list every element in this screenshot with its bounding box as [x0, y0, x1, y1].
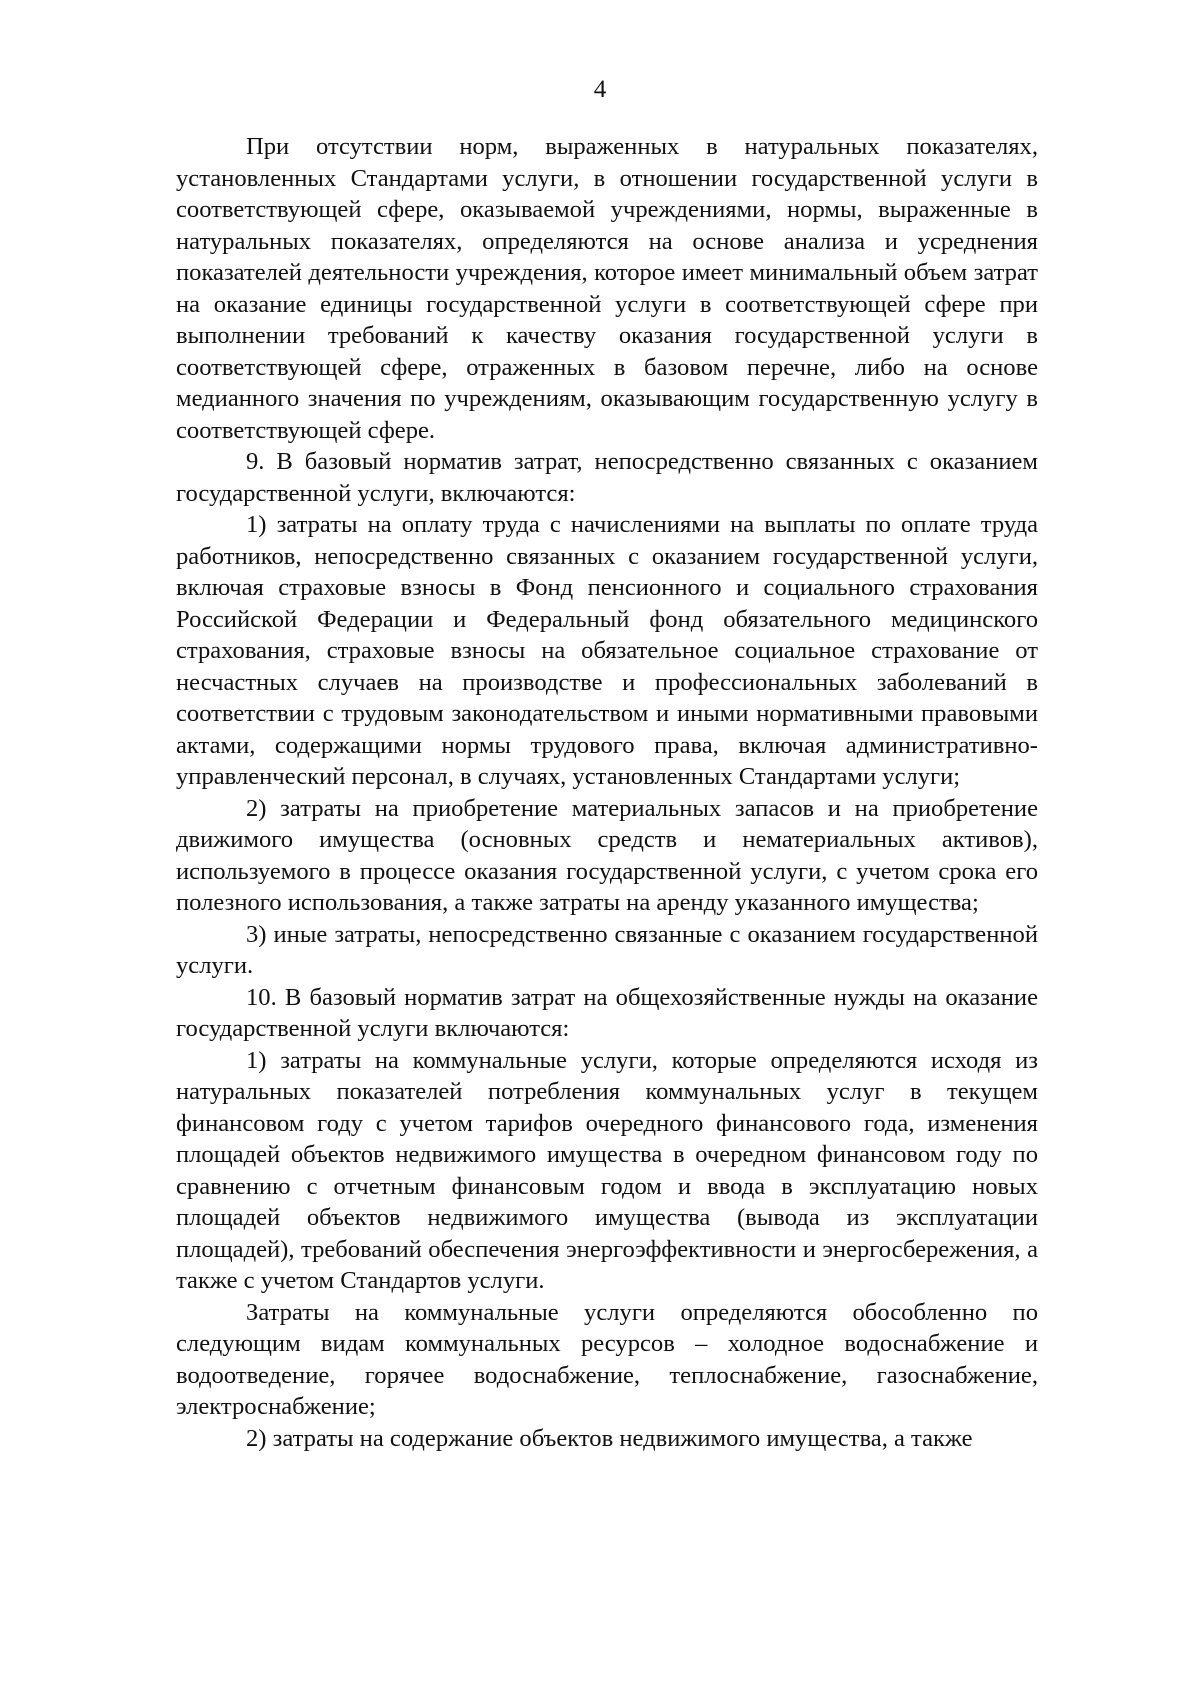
- page-number: 4: [593, 76, 607, 103]
- document-body: [176, 131, 1038, 1454]
- paragraph-item-10-2: 2) затраты на содержание объектов недвижимого имущества, а также: [246, 1424, 973, 1452]
- paragraph-item-10: 10. В базовый норматив затрат на общехозяйственные нужды на оказание государственной услуги включаются:: [176, 983, 1038, 1042]
- paragraph-item-9: 9. В базовый норматив затрат, непосредственно связанных с оказанием государственной услуги, включаются:: [176, 448, 1038, 507]
- paragraph-item-10-1: 1) затраты на коммунальные услуги, которые определяются исходя из натуральных показателей потребления коммунальных услуг в текущем финансовом году с учетом тарифов очередного финансового года, изменения площадей объектов недвижимого имущества в очередном финансовом году по сравнению с отчетным финансовым годом и ввода в эксплуатацию новых площадей объектов недвижимого имущества (вывода из эксплуатации площадей), требований обеспечения энергоэффективности и энергосбережения, а также с учетом Стандартов услуги.: [176, 1046, 1038, 1294]
- paragraph-item-9-3: 3) иные затраты, непосредственно связанные с оказанием государственной услуги.: [176, 920, 1038, 979]
- paragraph-norms-absence: При отсутствии норм, выраженных в натуральных показателях, установленных Стандартами услуги, в отношении государственной услуги в соответствующей сфере, оказываемой учреждениями, нормы, выраженные в натуральных показателях, определяются на основе анализа и усреднения показателей деятельности учреждения, которое имеет минимальный объем затрат на оказание единицы государственной услуги в соответствующей сфере при выполнении требований к качеству оказания государственной услуги в соответствующей сфере, отраженных в базовом перечне, либо на основе медианного значения по учреждениям, оказывающим государственную услугу в соответствующей сфере.: [176, 133, 1038, 444]
- paragraph-utilities: Затраты на коммунальные услуги определяются обособленно по следующим видам коммунальных ресурсов – холодное водоснабжение и водоотведение, горячее водоснабжение, теплоснабжение, газоснабжение, электроснабжение;: [176, 1298, 1038, 1420]
- paragraph-item-9-2: 2) затраты на приобретение материальных запасов и на приобретение движимого имущества (основных средств и нематериальных активов), используемого в процессе оказания государственной услуги, с учетом срока его полезного использования, а также затраты на аренду указанного имущества;: [176, 794, 1038, 916]
- paragraph-item-9-1: 1) затраты на оплату труда с начислениями на выплаты по оплате труда работников, непосредственно связанных с оказанием государственной услуги, включая страховые взносы в Фонд пенсионного и социального страхования Российской Федерации и Федеральный фонд обязательного медицинского страхования, страховые взносы на обязательное социальное страхование от несчастных случаев на производстве и профессиональных заболеваний в соответствии с трудовым законодательством и иными нормативными правовыми актами, содержащими нормы трудового права, включая административно-управленческий персонал, в случаях, установленных Стандартами услуги;: [176, 511, 1038, 790]
